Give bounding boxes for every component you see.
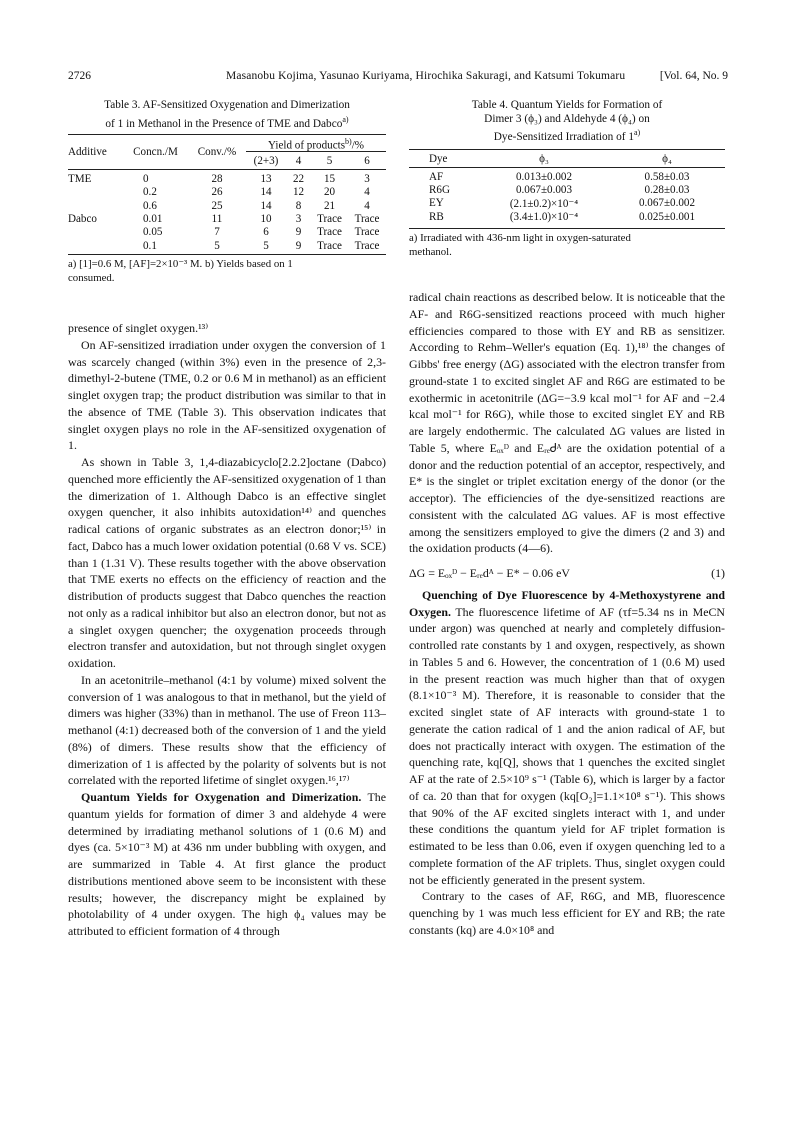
table-cell-concn: 0.6	[143, 199, 157, 212]
table-4-caption: Table 4. Quantum Yields for Formation of Dimer 3 (ϕ₃) and Aldehyde 4 (ϕ₄) on Dye-Sensitized Irradiation of 1$^{a)}$	[471, 99, 663, 143]
table-cell-y5: 20	[323, 186, 336, 199]
table-cell-conv: 7	[214, 226, 220, 239]
right-column	[409, 289, 725, 939]
table-cell-y6: 4	[364, 186, 370, 199]
table-cell-additive	[68, 226, 123, 239]
paragraph: On AF-sensitized irradiation under oxygen the conversion of 1 was scarcely changed (within 3%) even in the presence of 2,3-dimethyl-2-butene (TME, 0.2 or 0.6 M in methanol) as an efficient singlet oxygen trap; the product distribution was similar to that in the absence of TME (Table 3). This observation indicates that singlet oxygen plays no role in the AF-sensitized oxygenation of 1.	[68, 337, 386, 453]
table-row	[409, 210, 725, 226]
col-concn: Concn./M	[123, 134, 188, 170]
table-cell-phi3: 0.013±0.002	[515, 171, 572, 184]
table-cell-concn: 0.2	[143, 186, 157, 199]
col-conv: Conv./%	[188, 134, 246, 170]
equation-number: (1)	[711, 566, 725, 580]
equation-1	[409, 565, 725, 582]
table-3-caption: Table 3. AF-Sensitized Oxygenation and Dimerization of 1 in Methanol in the Presence of TME and Dabco$^{a)}$	[104, 99, 350, 130]
table-cell-phi3: 0.067±0.003	[515, 183, 572, 196]
table-cell-conv: 25	[211, 199, 223, 212]
col-phi3: ϕ₃	[479, 150, 609, 168]
section-heading: Quantum Yields for Oxygenation and Dimerization.	[81, 790, 362, 804]
equation: ΔG = Eₒₓᴰ − Eᵣₑdᴬ − E* − 0.06 eV	[409, 566, 570, 580]
table-cell-conv: 11	[211, 212, 223, 225]
table-cell-y4: 12	[292, 186, 305, 199]
table-cell-phi4: 0.58±0.03	[644, 171, 690, 184]
table-cell-additive: TME	[68, 173, 92, 186]
table-row	[409, 183, 725, 196]
running-header	[68, 70, 728, 88]
col-yield-23: (2+3)	[246, 152, 286, 170]
table-cell-dye: R6G	[429, 183, 450, 196]
table-3	[68, 99, 386, 285]
paragraph: radical chain reactions as described below. It is noticeable that the AF- and R6G-sensitized reactions proceed with much higher efficiencies compared to those with EY and RB as sensitizer. According to Rehm–Weller's equation (Eq. 1),¹⁸⁾ the changes of Gibbs' free energy (ΔG) associated with the electron transfer from ground-state 1 to excited singlet AF and R6G are estimated to be exothermic in acetonitrile (ΔG=−3.9 kcal mol⁻¹ for AF and −2.4 kcal mol⁻¹ for R6G), while those to excited singlet EY and RB are largely endothermic. The calculated ΔG values are listed in Table 5, where Eₒₓᴰ and EᵣₑᏧᴬ are the oxidation potential of a donor and the reduction potential of an acceptor, respectively, and E* is the singlet or triplet excitation energy of the donor (or the acceptor). The efficiencies of the dye-sensitized reactions are consistent with the calculated ΔG values. AF is most effective among the sensitizers employed to give the dimers (2 and 3) and the oxidation products (4—6).	[409, 290, 725, 556]
table-cell-y5: Trace	[317, 226, 342, 239]
table-row	[409, 168, 725, 184]
table-cell-y6: 3	[364, 173, 370, 186]
col-yield-5: 5	[311, 152, 348, 170]
table-4-grid	[409, 149, 725, 226]
table-cell-phi4: 0.025±0.001	[638, 210, 695, 223]
paragraph: presence of singlet oxygen.¹³⁾	[68, 321, 209, 335]
paragraph: Contrary to the cases of AF, R6G, and MB, fluorescence quenching by 1 was much less efficient for EY and RB; the rate constants (kq) are 4.0×10⁸ and	[409, 889, 725, 937]
table-cell-dye: RB	[429, 210, 444, 223]
table-row	[409, 197, 725, 210]
table-cell-y6: Trace	[354, 226, 380, 239]
table-cell-phi3: (3.4±1.0)×10⁻⁴	[509, 211, 579, 224]
table-cell-y4: 8	[295, 199, 302, 212]
table-cell-conv: 26	[211, 186, 223, 199]
table-4-footnote: a) Irradiated with 436-nm light in oxygen-saturated methanol.	[409, 228, 725, 259]
paragraph: In an acetonitrile–methanol (4:1 by volume) mixed solvent the conversion of 1 was analogous to that in methanol, but the yield of dimers was higher (33%) than in methanol. The use of Freon 113–methanol (4:1) decreased both of the conversion of 1 and the yield (8%) of dimers. These results show that the efficiency of dimerization of 1 is affected by the polarity of solvents but is not correlated with the reported lifetime of singlet oxygen.¹⁶,¹⁷⁾	[68, 672, 386, 788]
table-4-body	[409, 168, 725, 226]
table-row	[68, 199, 386, 212]
table-cell-phi4: 0.067±0.002	[638, 197, 695, 210]
running-authors: Masanobu Kojima, Yasunao Kuriyama, Hirochika Sakuragi, and Katsumi Tokumaru	[226, 70, 626, 82]
paragraph: Quenching of Dye Fluorescence by 4-Methoxystyrene and Oxygen. The fluorescence lifetime of AF (τf=5.34 ns in MeCN under argon) was quenched at nearly and completely diffusion-controlled rate constants by 1 and oxygen, respectively, as shown in Tables 5 and 6. However, the concentration of 1 (0.6 M) used in the present reaction was much higher than that of oxygen (8.1×10⁻³ M). Therefore, it is reasonable to consider that the excited singlet state of AF interacts with ground-state 1 to generate the cation radical of 1 and the anion radical of AF, but does not practically interact with oxygen. The estimation of the quenching rate, kq[Q], shows that 1 quenches the excited singlet AF at the rate of 2.5×10⁹ s⁻¹ (Table 6), which is larger by a factor of ca. 20 than that for oxygen (kq[O₂]=1.1×10⁸ s⁻¹). This shows that 90% of the AF excited singlets interact with 1, and under these conditions the quantum yield for AF triplet formation is estimated to be less than 0.06, even if oxygen quenching led to a complete formation of the AF triplets. Thus, singlet oxygen could not be efficiently generated in the present system.	[409, 587, 725, 887]
table-cell-concn: 0.01	[143, 212, 163, 225]
table-cell-y5: Trace	[317, 212, 342, 225]
journal-volume: [Vol. 64, No. 9	[659, 70, 728, 82]
section-heading: Quenching of Dye Fluorescence by 4-Methoxystyrene and Oxygen.	[409, 587, 725, 619]
table-cell-y4: 9	[295, 226, 302, 239]
table-cell-y4: 3	[295, 212, 302, 225]
table-cell-y4: 9	[295, 239, 302, 252]
table-row	[68, 239, 386, 252]
table-cell-y6: Trace	[354, 212, 380, 225]
table-cell-additive	[68, 185, 123, 198]
table-cell-y23: 13	[260, 173, 272, 186]
table-cell-dye: EY	[429, 197, 444, 210]
table-row	[68, 212, 386, 225]
table-3-body	[68, 170, 386, 252]
table-cell-additive	[68, 239, 123, 252]
table-cell-y5: Trace	[317, 239, 342, 252]
table-cell-y23: 10	[260, 212, 272, 225]
table-cell-conv: 5	[214, 239, 220, 252]
table-4	[409, 99, 725, 259]
table-cell-y5: 15	[323, 173, 336, 186]
col-yield-6: 6	[348, 152, 386, 170]
col-additive: Additive	[68, 134, 123, 170]
page-number: 2726	[68, 70, 91, 82]
table-3-grid	[68, 134, 386, 253]
table-cell-additive	[68, 199, 123, 212]
table-cell-y23: 6	[263, 226, 269, 239]
table-cell-phi4: 0.28±0.03	[644, 183, 690, 196]
left-column	[68, 320, 386, 940]
table-cell-y5: 21	[323, 199, 336, 212]
table-3-footnote: a) [1]=0.6 M, [AF]=2×10⁻³ M. b) Yields based on 1 consumed.	[68, 254, 386, 285]
table-cell-additive: Dabco	[68, 212, 97, 225]
paragraph: As shown in Table 3, 1,4-diazabicyclo[2.2.2]octane (Dabco) quenched more efficiently the AF-sensitized oxygenation of 1 than the dimerization of 1. Although Dabco is an effective singlet oxygen quencher, it also inhibits autoxidation¹⁴⁾ and quenches radical cations of organic substrates as an electron donor;¹⁵⁾ in fact, Dabco has a much lower oxidation potential (0.68 V vs. SCE) than 1 (1.31 V). These results together with the above observation that TME exerts no effects on the efficiency of reaction and the distribution of products suggest that Dabco quenches the reaction not only as a radical inhibitor but also an electron donor, but not as a singlet oxygen quencher; the oxygenation proceeds through electron transfer and autoxidation, but not through singlet oxygen oxidation.	[68, 455, 386, 670]
col-dye: Dye	[409, 150, 479, 168]
table-cell-y6: Trace	[354, 239, 380, 252]
table-row	[68, 226, 386, 239]
table-cell-dye: AF	[429, 171, 444, 184]
table-cell-y23: 14	[260, 199, 272, 212]
col-phi4: ϕ₄	[609, 150, 725, 168]
table-cell-y6: 4	[364, 199, 370, 212]
table-cell-y4: 22	[292, 173, 305, 186]
table-cell-concn: 0.05	[143, 226, 163, 239]
table-cell-concn: 0	[143, 173, 149, 186]
paragraph: Quantum Yields for Oxygenation and Dimerization. The quantum yields for formation of dimer 3 and aldehyde 4 were determined by irradiating methanol solutions of 1 (0.6 M) and dyes (ca. 5×10⁻³ M) at 436 nm under bubbling with oxygen, and are summarized in Table 4. At first glance the product distributions mentioned above seem to be inconsistent with these results; however, the discrepancy might be explained by photolability of 4 under oxygen. The high ϕ₄ values may be attributed to efficient formation of 4 through	[68, 790, 386, 938]
table-row	[68, 170, 386, 186]
table-cell-concn: 0.1	[143, 239, 157, 252]
table-cell-y23: 5	[263, 239, 269, 252]
table-cell-conv: 28	[211, 173, 223, 186]
table-row	[68, 185, 386, 198]
col-yield-header: Yield of products$^{b)}$/%	[246, 134, 386, 152]
table-cell-y23: 14	[260, 186, 272, 199]
table-cell-phi3: (2.1±0.2)×10⁻⁴	[509, 197, 579, 210]
col-yield-4: 4	[286, 152, 311, 170]
